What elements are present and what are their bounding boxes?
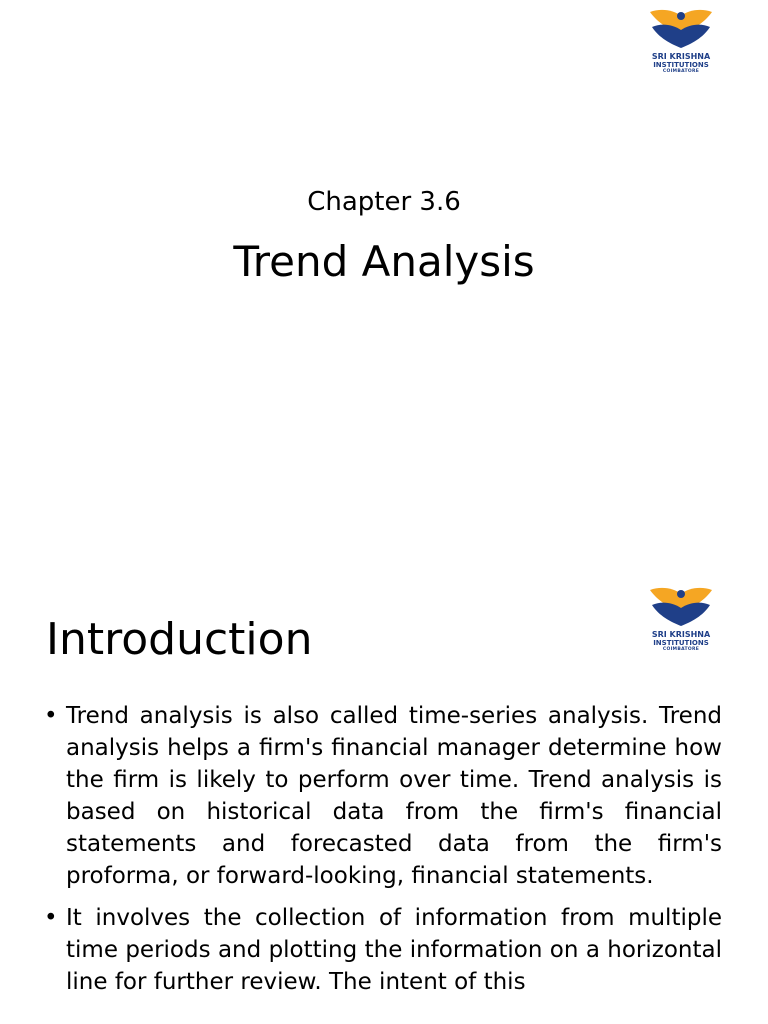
bullet-list [44,700,722,1008]
bullet-item [44,700,722,892]
section-heading: Introduction [46,614,313,665]
logo-text-line3: COIMBATORE [662,69,700,74]
slide-title: Trend Analysis [233,237,535,286]
bullet-item [44,902,722,998]
logo-text-line2: INSTITUTIONS [653,639,709,647]
institution-logo [641,586,721,652]
logo-emblem-icon [641,586,721,630]
logo-text-line3: COIMBATORE [662,647,700,652]
bullet-icon: • [44,905,58,931]
bullet-text: Trend analysis is also called time-series analysis. Trend analysis helps a firm's financial manager determine how the firm is likely to perform over time. Trend analysis is based on historical data from the firm's financial statements and forecasted data from the firm's proforma, or forward-looking, financial statements. [66,703,722,889]
bullet-text: It involves the collection of information from multiple time periods and plotting the information on a horizontal line for further review. The intent of this [66,905,722,995]
logo-text-line1: SRI KRISHNA [651,630,711,639]
bullet-icon: • [44,703,58,729]
chapter-subtitle: Chapter 3.6 [307,187,461,217]
logo-text-line2: INSTITUTIONS [653,61,709,69]
logo-emblem-icon [641,8,721,52]
introduction-slide [0,576,768,1024]
institution-logo [641,8,721,74]
logo-text-line1: SRI KRISHNA [651,52,711,61]
